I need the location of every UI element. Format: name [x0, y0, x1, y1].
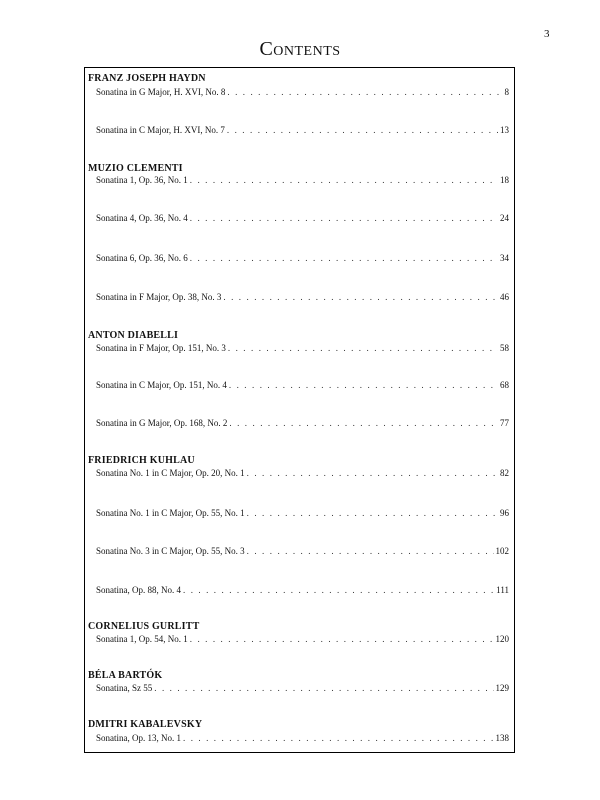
- entry-page: 102: [495, 546, 509, 556]
- contents-entry[interactable]: [96, 546, 509, 556]
- contents-entry[interactable]: [96, 634, 509, 644]
- entry-page: 68: [500, 380, 509, 390]
- contents-entry[interactable]: [96, 380, 509, 390]
- composer-heading: BÉLA BARTÓK: [88, 670, 163, 681]
- contents-entry[interactable]: [96, 343, 509, 353]
- entry-page: 18: [500, 175, 509, 185]
- entry-page: 46: [500, 292, 509, 302]
- contents-entry[interactable]: [96, 733, 509, 743]
- composer-heading: MUZIO CLEMENTI: [88, 163, 183, 174]
- contents-entry[interactable]: [96, 125, 509, 135]
- composer-heading: CORNELIUS GURLITT: [88, 621, 200, 632]
- dot-leader: [190, 634, 494, 644]
- entry-page: 111: [496, 585, 509, 595]
- composer-heading: FRIEDRICH KUHLAU: [88, 455, 195, 466]
- entry-title: Sonatina in F Major, Op. 151, No. 3: [96, 343, 226, 353]
- dot-leader: [227, 125, 498, 135]
- entry-page: 24: [500, 213, 509, 223]
- dot-leader: [190, 175, 498, 185]
- entry-title: Sonatina in C Major, H. XVI, No. 7: [96, 125, 225, 135]
- entry-title: Sonatina No. 1 in C Major, Op. 20, No. 1: [96, 468, 245, 478]
- entry-page: 129: [495, 683, 509, 693]
- entry-title: Sonatina 1, Op. 36, No. 1: [96, 175, 188, 185]
- composer-heading: DMITRI KABALEVSKY: [88, 719, 203, 730]
- entry-title: Sonatina No. 3 in C Major, Op. 55, No. 3: [96, 546, 245, 556]
- contents-entry[interactable]: [96, 585, 509, 595]
- entry-page: 138: [495, 733, 509, 743]
- contents-entry[interactable]: [96, 418, 509, 428]
- entry-page: 82: [500, 468, 509, 478]
- dot-leader: [247, 546, 494, 556]
- entry-page: 13: [500, 125, 509, 135]
- contents-entry[interactable]: [96, 508, 509, 518]
- contents-entry[interactable]: [96, 175, 509, 185]
- dot-leader: [183, 733, 494, 743]
- dot-leader: [229, 418, 498, 428]
- dot-leader: [227, 87, 502, 97]
- entry-title: Sonatina 4, Op. 36, No. 4: [96, 213, 188, 223]
- page-title: Contents: [259, 38, 341, 60]
- dot-leader: [229, 380, 498, 390]
- contents-entry[interactable]: [96, 213, 509, 223]
- contents-entry[interactable]: [96, 468, 509, 478]
- entry-title: Sonatina in G Major, H. XVI, No. 8: [96, 87, 226, 97]
- dot-leader: [247, 468, 498, 478]
- entry-page: 58: [500, 343, 509, 353]
- entry-title: Sonatina, Op. 13, No. 1: [96, 733, 181, 743]
- entry-title: Sonatina, Sz 55: [96, 683, 153, 693]
- entry-title: Sonatina, Op. 88, No. 4: [96, 585, 181, 595]
- entry-page: 77: [500, 418, 509, 428]
- entry-title: Sonatina in G Major, Op. 168, No. 2: [96, 418, 228, 428]
- contents-entry[interactable]: [96, 683, 509, 693]
- dot-leader: [228, 343, 498, 353]
- page-number: 3: [544, 28, 550, 40]
- dot-leader: [154, 683, 493, 693]
- contents-entry[interactable]: [96, 87, 509, 97]
- composer-heading: ANTON DIABELLI: [88, 330, 179, 341]
- composer-heading: FRANZ JOSEPH HAYDN: [88, 73, 206, 84]
- dot-leader: [190, 213, 498, 223]
- entry-title: Sonatina No. 1 in C Major, Op. 55, No. 1: [96, 508, 245, 518]
- contents-entry[interactable]: [96, 253, 509, 263]
- entry-title: Sonatina 1, Op. 54, No. 1: [96, 634, 188, 644]
- dot-leader: [247, 508, 498, 518]
- dot-leader: [190, 253, 498, 263]
- contents-entry[interactable]: [96, 292, 509, 302]
- entry-title: Sonatina 6, Op. 36, No. 6: [96, 253, 188, 263]
- entry-page: 8: [504, 87, 509, 97]
- dot-leader: [183, 585, 494, 595]
- entry-page: 96: [500, 508, 509, 518]
- dot-leader: [223, 292, 498, 302]
- entry-page: 34: [500, 253, 509, 263]
- entry-title: Sonatina in F Major, Op. 38, No. 3: [96, 292, 222, 302]
- entry-page: 120: [495, 634, 509, 644]
- entry-title: Sonatina in C Major, Op. 151, No. 4: [96, 380, 227, 390]
